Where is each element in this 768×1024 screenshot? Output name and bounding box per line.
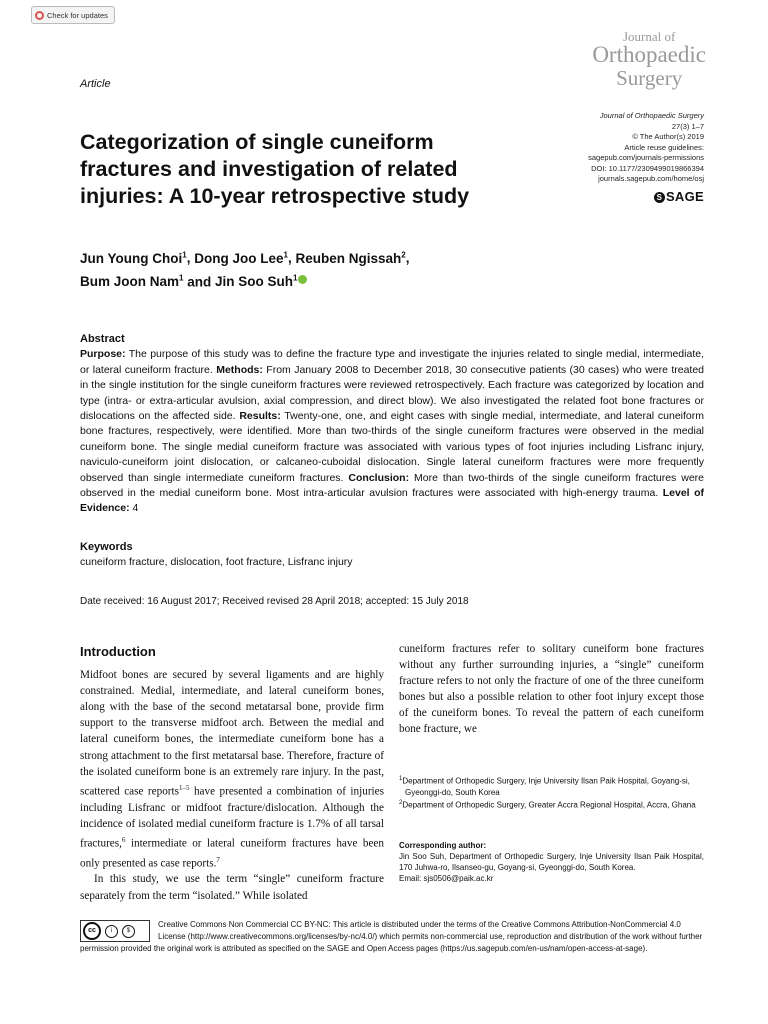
citation-ref[interactable]: 1–5 xyxy=(178,783,190,792)
nc-icon: $ xyxy=(122,925,135,938)
introduction-paragraph: cuneiform fractures refer to solitary cuneiform bone fractures without any further surrounding injuries, a “single” cuneiform fracture refers to not only the fracture of one of the three cuneiform bones but also a possible relation to other foot injury except those of the cuneiform bones. To reveal the pattern of each cuneiform bone fracture, we xyxy=(399,643,704,736)
journal-meta xyxy=(588,111,704,185)
cc-icon: cc xyxy=(83,922,101,940)
author[interactable]: Dong Joo Lee$^1$ xyxy=(194,250,288,266)
affiliations xyxy=(399,774,704,810)
keywords-text: cuneiform fracture, dislocation, foot fracture, Lisfranc injury xyxy=(80,556,353,568)
journal-name: Journal of Orthopaedic Surgery xyxy=(599,111,704,120)
introduction-paragraph: In this study, we use the term “single” cuneiform fracture separately from the term “isolated.” While isolated xyxy=(80,873,384,902)
corresponding-email[interactable]: Email: sjs0506@paik.ac.kr xyxy=(399,874,494,883)
journal-logo xyxy=(592,30,706,89)
doi[interactable]: DOI: 10.1177/2309499019866394 xyxy=(591,163,704,173)
license-notice xyxy=(80,919,704,955)
copyright: © The Author(s) 2019 xyxy=(632,132,704,141)
by-icon: i xyxy=(105,925,118,938)
introduction-column-1 xyxy=(80,644,384,904)
abstract xyxy=(80,332,704,517)
keywords xyxy=(80,540,704,570)
author[interactable]: Bum Joon Nam$^1$ xyxy=(80,273,184,289)
article-title: Categorization of single cuneiform fractures and investigation of related injuries: A 10-year retrospective study xyxy=(80,130,470,208)
introduction-heading: Introduction xyxy=(80,644,156,659)
logo-line-1: Journal of xyxy=(622,29,676,44)
author[interactable]: Jin Soo Suh$^1$ xyxy=(214,273,298,289)
abstract-body: Purpose: The purpose of this study was to define the fracture type and investigate the injuries related to single medial, intermediate, or lateral cuneiform fracture. Methods: From January 2008 to December 2018, 30 consecutive patients (30 cases) who were treated in the single institution for the single cuneiform fractures were reviewed retrospectively. Each fracture was categorized by location and type (intra- or extra-articular avulsion, axial compression, and direct blow). We also investigated the related foot bone fractures or dislocations on the affected side. Results: Twenty-one, one, and eight cases with single medial, intermediate, and lateral cuneiform bone fractures, respectively, were identified. More than two-thirds of the single cuneiform fractures were observed in the medial cuneiform bone. The single medial cuneiform fracture was associated with various types of foot injuries including Lisfranc injury, naviculo-cuneiform joint dislocation, or calcaneo-cuboidal dislocation. Single lateral cuneiform fractures were more frequently observed than single intermediate cuneiform fractures. Conclusion: More than two-thirds of the single cuneiform fractures were observed in the medial cuneiform bone. Most intra-articular avulsion fractures were associated with high-energy trauma. Level of Evidence: 4 xyxy=(80,348,705,515)
citation-ref[interactable]: 7 xyxy=(216,855,220,864)
author[interactable]: Jun Young Choi$^1$ xyxy=(80,250,187,266)
journal-issue: 27(3) 1–7 xyxy=(671,121,704,131)
author[interactable]: Reuben Ngissah$^2$ xyxy=(295,250,406,266)
journal-home-link[interactable]: journals.sagepub.com/home/osj xyxy=(598,174,704,183)
keywords-heading: Keywords xyxy=(80,541,133,553)
corresponding-author xyxy=(399,840,704,884)
citation-ref[interactable]: 6 xyxy=(121,835,126,844)
orcid-icon[interactable] xyxy=(298,275,307,284)
logo-line-3: Surgery xyxy=(616,66,683,90)
publisher-logo xyxy=(654,189,704,204)
cc-license-badge[interactable] xyxy=(80,920,150,942)
affiliation: $^1$Department of Orthopedic Surgery, Inje University Ilsan Paik Hospital, Goyang-si, Gyeonggi-do, South Korea xyxy=(399,776,690,797)
check-for-updates-button[interactable] xyxy=(31,6,115,24)
logo-line-2: Orthopaedic xyxy=(592,42,706,67)
updates-icon xyxy=(35,11,44,20)
license-text: Creative Commons Non Commercial CC BY-NC: This article is distributed under the terms of the Creative Commons Attribution-NonCommercial 4.0 License (http://www.creativecommons.org/licenses/by-nc/4.0/) which permits non-commercial use, reproduction and distribution of the work without further permission provided the original work is attributed as specified on the SAGE and Open Access pages (https://us.sagepub.com/en-us/nam/open-access-at-sage). xyxy=(80,920,703,953)
affiliation: $^2$Department of Orthopedic Surgery, Greater Accra Regional Hospital, Accra, Ghana xyxy=(399,799,696,810)
introduction-paragraph: Midfoot bones are secured by several ligaments and are highly constrained. Medial, intermediate, and lateral cuneiform bones, along with the base of the second metatarsal bone, provide firm support to the transverse midfoot arch. Between the medial and lateral cuneiform bones, the intermediate cuneiform bone has a strong attachment to the first metatarsal base. Therefore, fracture of the isolated cuneiform bone is an extremely rare injury. In the past, scattered case reports$^{1-5}$ have presented a combination of injuries including Lisfranc or midfoot fracture/dislocation. Although the incidence of isolated medial cuneiform fracture is 1.7% of all tarsal fractures,$^6$ intermediate or lateral cuneiform fractures have been only presented as case reports.$^7$ xyxy=(80,669,384,870)
date-history: Date received: 16 August 2017; Received revised 28 April 2018; accepted: 15 July 2018 xyxy=(80,596,469,607)
author-list: Jun Young Choi$^1$, Dong Joo Lee$^1$, Reuben Ngissah$^2$, Bum Joon Nam$^1$ and Jin Soo Suh$^1$ xyxy=(80,250,410,289)
abstract-heading: Abstract xyxy=(80,333,125,345)
article-type: Article xyxy=(80,78,111,90)
check-for-updates-label: Check for updates xyxy=(47,10,108,20)
reuse-guidelines: Article reuse guidelines: xyxy=(624,142,704,152)
publisher-name: SAGE xyxy=(665,189,704,204)
corresponding-heading: Corresponding author: xyxy=(399,841,487,850)
corresponding-text: Jin Soo Suh, Department of Orthopedic Surgery, Inje University Ilsan Paik Hospital, 170 Juhwa-ro, Ilsanseo-gu, Goyang-si, Gyeonggi-do, South Korea. xyxy=(399,852,704,872)
sage-icon: S xyxy=(654,192,665,203)
introduction-column-2 xyxy=(399,641,704,738)
permissions-link[interactable]: sagepub.com/journals-permissions xyxy=(588,153,704,162)
